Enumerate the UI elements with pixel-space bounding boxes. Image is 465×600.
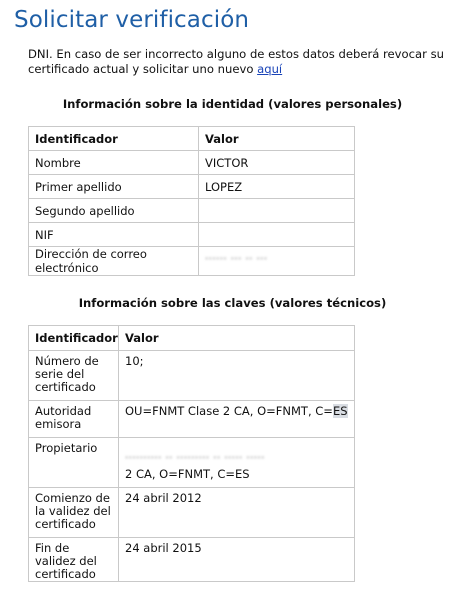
column-header-identifier: Identificador — [29, 326, 119, 351]
intro-text: DNI. En caso de ser incorrecto alguno de estos datos deberá revocar su certificado actual y solicitar uno nuevo — [28, 47, 444, 76]
table-row — [29, 223, 355, 247]
row-label: Comienzo de la validez del certificado — [29, 488, 119, 538]
table-row — [29, 151, 355, 175]
row-label: NIF — [29, 223, 199, 247]
identity-table — [28, 126, 355, 276]
row-label: Nombre — [29, 151, 199, 175]
table-header-row — [29, 326, 355, 351]
intro-paragraph — [28, 47, 453, 77]
row-value: VICTOR — [199, 151, 355, 175]
revoke-link[interactable]: aquí — [257, 62, 283, 76]
issuer-value-highlight: ES — [332, 404, 348, 418]
owner-value: 2 CA, O=FNMT, C=ES — [125, 467, 250, 481]
issuer-value: OU=FNMT Clase 2 CA, O=FNMT, C= — [125, 404, 333, 418]
row-label: Fin de validez del certificado — [29, 538, 119, 582]
row-value-obscured — [199, 247, 355, 276]
table-row — [29, 538, 355, 582]
email-obscured: ······ ··· ·· ··· — [205, 254, 268, 265]
page-title: Solicitar verificación — [14, 7, 250, 33]
row-value: 10; — [119, 351, 355, 401]
table-row — [29, 351, 355, 401]
row-label: Primer apellido — [29, 175, 199, 199]
row-value — [199, 199, 355, 223]
row-value — [119, 401, 355, 438]
row-label: Dirección de correo electrónico — [29, 247, 199, 276]
keys-heading: Información sobre las claves (valores técnicos) — [78, 296, 387, 310]
column-header-value: Valor — [199, 127, 355, 151]
table-row — [29, 175, 355, 199]
row-value: LOPEZ — [199, 175, 355, 199]
identity-heading: Información sobre la identidad (valores personales) — [62, 97, 403, 111]
table-row — [29, 488, 355, 538]
owner-obscured: ·········· ·· ········· ·· ····· ····· — [125, 453, 265, 464]
column-header-value: Valor — [119, 326, 355, 351]
row-value — [199, 223, 355, 247]
row-value — [119, 438, 355, 488]
row-label: Autoridad emisora — [29, 401, 119, 438]
column-header-identifier: Identificador — [29, 127, 199, 151]
row-label: Número de serie del certificado — [29, 351, 119, 401]
table-row — [29, 401, 355, 438]
table-header-row — [29, 127, 355, 151]
row-value: 24 abril 2015 — [119, 538, 355, 582]
row-label: Segundo apellido — [29, 199, 199, 223]
table-row — [29, 438, 355, 488]
keys-table — [28, 325, 355, 582]
table-row — [29, 199, 355, 223]
table-row — [29, 247, 355, 276]
row-label: Propietario — [29, 438, 119, 488]
row-value: 24 abril 2012 — [119, 488, 355, 538]
